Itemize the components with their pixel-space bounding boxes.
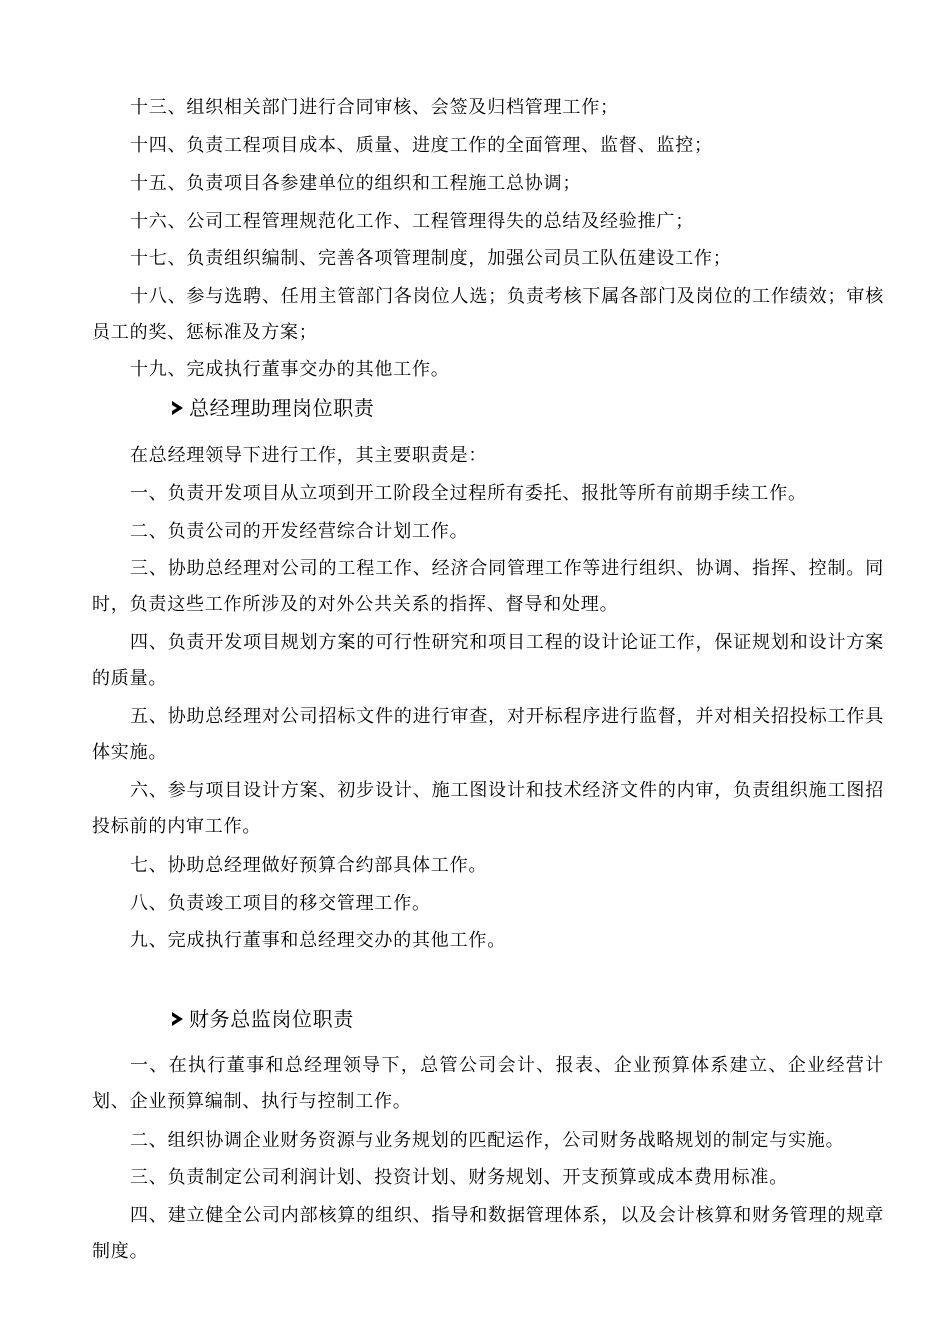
section-heading-text: 财务总监岗位职责: [189, 1007, 354, 1031]
list-item: 十三、组织相关部门进行合同审核、会签及归档管理工作；: [130, 97, 619, 118]
list-item: 十八、参与选聘、任用主管部门各岗位人选；负责考核下属各部门及岗位的工作绩效；审核员工的奖、惩标准及方案；: [92, 286, 884, 343]
list-item: 二、负责公司的开发经营综合计划工作。: [130, 521, 469, 542]
list-item: 五、协助总经理对公司招标文件的进行审查，对开标程序进行监督，并对相关招投标工作具体实施。: [92, 706, 884, 763]
arrow-bullet-icon: [172, 401, 183, 415]
list-item: 十四、负责工程项目成本、质量、进度工作的全面管理、监督、监控；: [130, 135, 713, 156]
list-item: 十七、负责组织编制、完善各项管理制度，加强公司员工队伍建设工作；: [130, 248, 732, 269]
list-item: 六、参与项目设计方案、初步设计、施工图设计和技术经济文件的内审，负责组织施工图招投标前的内审工作。: [92, 780, 884, 837]
section-heading: [172, 393, 374, 423]
list-item: 九、完成执行董事和总经理交办的其他工作。: [130, 930, 506, 951]
list-item: 一、在执行董事和总经理领导下，总管公司会计、报表、企业预算体系建立、企业经营计划、企业预算编制、执行与控制工作。: [92, 1055, 884, 1112]
list-item: 十五、负责项目各参建单位的组织和工程施工总协调；: [130, 173, 582, 194]
arrow-bullet-icon: [172, 1012, 183, 1026]
list-item: 四、建立健全公司内部核算的组织、指导和数据管理体系，以及会计核算和财务管理的规章制度。: [92, 1205, 884, 1262]
list-item: 二、组织协调企业财务资源与业务规划的匹配运作，公司财务战略规划的制定与实施。: [130, 1130, 845, 1151]
list-item: 四、负责开发项目规划方案的可行性研究和项目工程的设计论证工作，保证规划和设计方案的质量。: [92, 632, 884, 689]
section-heading-text: 总经理助理岗位职责: [189, 396, 375, 420]
list-item: 十九、完成执行董事交办的其他工作。: [130, 359, 450, 380]
list-item: 三、负责制定公司利润计划、投资计划、财务规划、开支预算或成本费用标准。: [130, 1167, 788, 1188]
list-item: 七、协助总经理做好预算合约部具体工作。: [130, 855, 488, 876]
list-item: 八、负责竣工项目的移交管理工作。: [130, 893, 431, 914]
section-heading: [172, 1004, 354, 1034]
list-item: 三、协助总经理对公司的工程工作、经济合同管理工作等进行组织、协调、指挥、控制。同时，负责这些工作所涉及的对外公共关系的指挥、督导和处理。: [92, 558, 884, 615]
list-item: 十六、公司工程管理规范化工作、工程管理得失的总结及经验推广；: [130, 211, 694, 232]
list-item: 一、负责开发项目从立项到开工阶段全过程所有委托、报批等所有前期手续工作。: [130, 483, 807, 504]
intro-paragraph: 在总经理领导下进行工作，其主要职责是：: [130, 445, 488, 466]
